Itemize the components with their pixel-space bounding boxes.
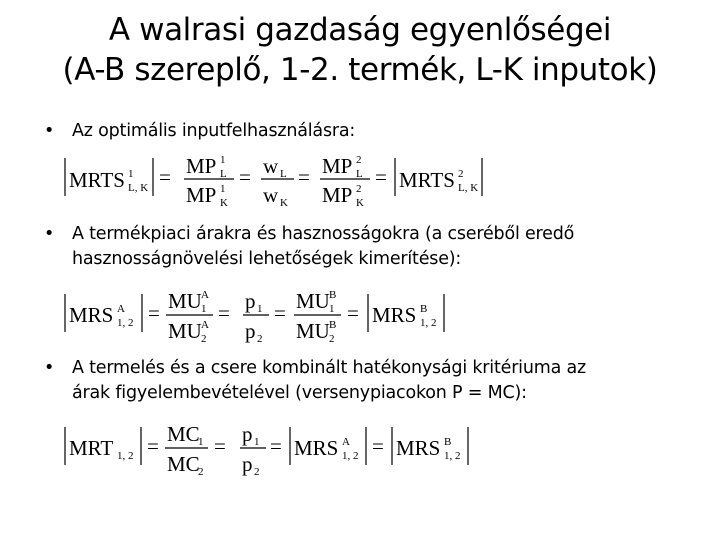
sub: 1, 2 (342, 450, 359, 462)
mrts-left-sup: 1 (128, 168, 134, 180)
sub: L (356, 168, 363, 180)
sub: L (220, 168, 227, 180)
equals-sign: = (270, 434, 282, 458)
bullet-dot: • (44, 224, 55, 244)
mrs-b-label: MRS (372, 303, 417, 327)
formula-mrts (62, 150, 502, 214)
mu-b1-numerator: MU (296, 289, 330, 313)
mrs-b-label: MRS (396, 436, 441, 460)
bullet-dot: • (44, 358, 55, 378)
bullet-text: Az optimális inputfelhasználásra: (72, 121, 356, 141)
wage-k-denominator: w (263, 183, 279, 207)
equals-sign: = (148, 301, 160, 325)
sub: 1 (329, 303, 335, 315)
mu-a1-numerator: MU (168, 289, 202, 313)
sub: K (220, 197, 228, 209)
sup: A (342, 436, 350, 448)
equals-sign: = (372, 434, 384, 458)
sub: K (356, 197, 364, 209)
sub: 2 (198, 466, 204, 478)
wage-l-numerator: w (263, 154, 279, 178)
sub: 2 (329, 333, 335, 345)
bullet-text-line-2: hasznosságnövelési lehetőségek kimerítése): (72, 249, 462, 269)
sup: A (201, 319, 209, 331)
sup: B (420, 303, 428, 315)
sup: A (201, 289, 209, 301)
mrs-a-label: MRS (294, 436, 339, 460)
equals-sign: = (239, 165, 251, 189)
equals-sign: = (347, 301, 359, 325)
sub: L (280, 168, 287, 180)
mu-a2-denominator: MU (168, 319, 202, 343)
mp1-k-denominator: MP (186, 183, 217, 207)
mc-1-numerator: MC (167, 422, 200, 446)
bullet-text-line-1: A termelés és a csere kombinált hatékonysági kritériuma az (72, 358, 586, 378)
sup: 2 (458, 168, 464, 180)
bullet-dot: • (44, 121, 55, 141)
sup: B (329, 289, 337, 301)
sup: B (444, 436, 452, 448)
sup: 2 (356, 183, 362, 195)
sub: 1, 2 (420, 317, 437, 329)
mp1-l-numerator: MP (186, 154, 217, 178)
bullet-text-line-2: árak figyelembevételével (versenypiacokon P = MC): (72, 383, 527, 403)
sub: 1 (254, 436, 260, 448)
price-2-denominator: p (245, 319, 256, 343)
price-1-numerator: p (242, 422, 253, 446)
mu-b2-denominator: MU (296, 319, 330, 343)
sup: A (117, 303, 125, 315)
mp2-l-numerator: MP (322, 154, 353, 178)
sub: 1 (201, 303, 207, 315)
equals-sign: = (147, 434, 159, 458)
sub: 1, 2 (117, 317, 134, 329)
sub: L, K (458, 182, 479, 194)
title-line-1: A walrasi gazdaság egyenlőségei (108, 12, 612, 48)
mc-2-denominator: MC (167, 452, 200, 476)
mrts-left-sub: L, K (128, 182, 149, 194)
sub: 1, 2 (444, 450, 461, 462)
sub: 1 (198, 436, 204, 448)
mp2-k-denominator: MP (322, 183, 353, 207)
mrs-a-label: MRS (69, 303, 114, 327)
equals-sign: = (214, 434, 226, 458)
equals-sign: = (375, 165, 387, 189)
formula-mrs (62, 286, 482, 350)
mrt-label: MRT (69, 436, 114, 460)
sup: 1 (220, 183, 226, 195)
mrts-left-label: MRTS (69, 168, 125, 192)
equals-sign: = (298, 165, 310, 189)
sup: 1 (220, 154, 226, 166)
equals-sign: = (274, 301, 286, 325)
sup: 2 (356, 154, 362, 166)
price-1-numerator: p (245, 289, 256, 313)
sub: 1 (257, 303, 263, 315)
price-2-denominator: p (242, 452, 253, 476)
sup: B (329, 319, 337, 331)
formula-mrt (62, 419, 482, 483)
sub: 2 (201, 333, 207, 345)
equals-sign: = (159, 165, 171, 189)
slide-title (0, 10, 720, 90)
title-line-2: (A-B szereplő, 1-2. termék, L-K inputok) (62, 52, 658, 88)
sub: 1, 2 (117, 450, 134, 462)
mrts-right-label: MRTS (399, 168, 455, 192)
equals-sign: = (218, 301, 230, 325)
sub: 2 (257, 333, 263, 345)
bullet-text-line-1: A termékpiaci árakra és hasznosságokra (a cseréből eredő (72, 224, 575, 244)
sub: K (280, 197, 288, 209)
sub: 2 (254, 466, 260, 478)
